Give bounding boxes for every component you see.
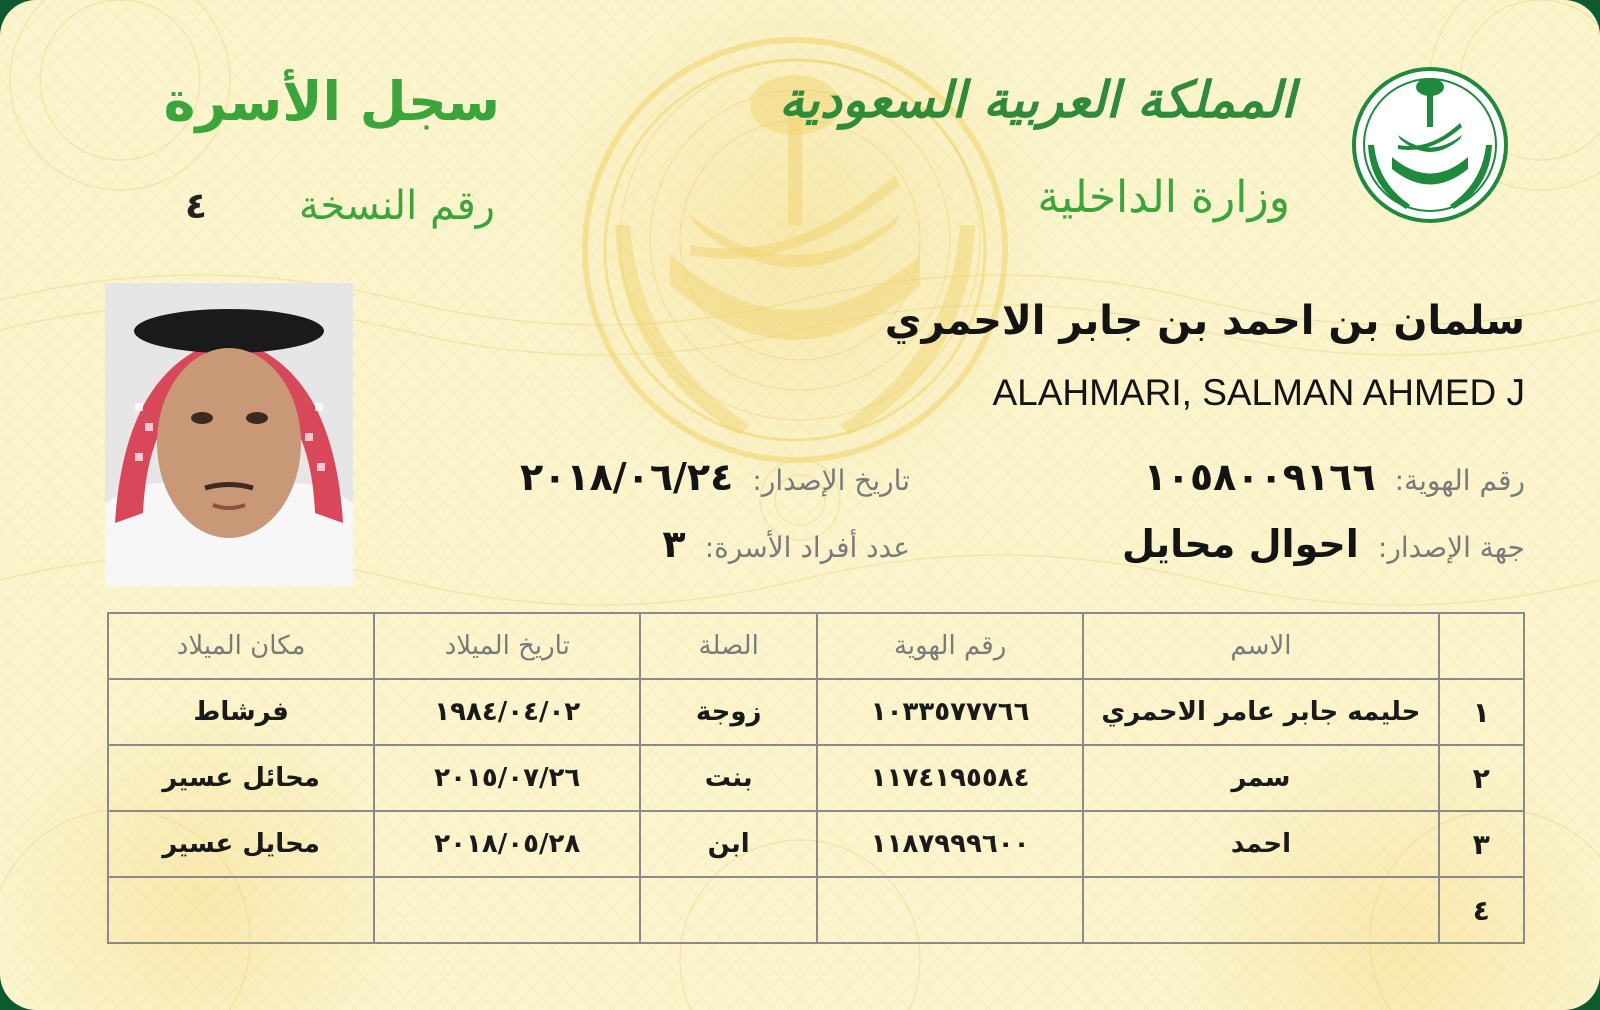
family-members-label: عدد أفراد الأسرة: xyxy=(704,531,910,564)
member-id: ١١٨٧٩٩٩٦٠٠ xyxy=(817,811,1083,877)
member-name xyxy=(1083,877,1439,943)
holder-photo xyxy=(105,283,353,586)
holder-name-arabic: سلمان بن احمد بن جابر الاحمري xyxy=(884,298,1525,344)
member-id: ١١٧٤١٩٥٥٨٤ xyxy=(817,745,1083,811)
family-members-value: ٣ xyxy=(662,522,686,566)
table-row xyxy=(108,679,1524,745)
col-header-birth-place: مكان الميلاد xyxy=(108,613,374,679)
col-header-index xyxy=(1439,613,1524,679)
member-relation: زوجة xyxy=(640,679,817,745)
family-members-field xyxy=(662,522,910,566)
issuer-label: جهة الإصدار: xyxy=(1377,531,1525,564)
issuer-value: احوال محايل xyxy=(1121,522,1359,566)
issue-date-label: تاريخ الإصدار: xyxy=(752,464,910,497)
table-row xyxy=(108,811,1524,877)
member-relation: بنت xyxy=(640,745,817,811)
document-title: سجل الأسرة xyxy=(163,70,500,133)
member-name: احمد xyxy=(1083,811,1439,877)
ministry-name: وزارة الداخلية xyxy=(1037,172,1290,223)
member-relation: ابن xyxy=(640,811,817,877)
member-birth-date: ٢٠١٥/٠٧/٢٦ xyxy=(374,745,640,811)
row-index: ٣ xyxy=(1439,811,1524,877)
col-header-id: رقم الهوية xyxy=(817,613,1083,679)
id-number-field xyxy=(1144,455,1525,499)
table-row xyxy=(108,877,1524,943)
col-header-name: الاسم xyxy=(1083,613,1439,679)
member-birth-place xyxy=(108,877,374,943)
member-birth-date: ٢٠١٨/٠٥/٢٨ xyxy=(374,811,640,877)
kingdom-name: المملكة العربية السعودية xyxy=(778,70,1295,129)
member-birth-place: فرشاط xyxy=(108,679,374,745)
issue-date-field xyxy=(520,455,910,499)
member-birth-place: محايل عسير xyxy=(108,811,374,877)
member-birth-date xyxy=(374,877,640,943)
member-relation xyxy=(640,877,817,943)
member-name: حليمه جابر عامر الاحمري xyxy=(1083,679,1439,745)
copy-number-label: رقم النسخة xyxy=(298,183,495,229)
issuer-field xyxy=(1122,522,1525,566)
id-number-label: رقم الهوية: xyxy=(1394,464,1525,497)
col-header-birth-date: تاريخ الميلاد xyxy=(374,613,640,679)
family-members-table xyxy=(107,612,1525,944)
saudi-palm-swords-emblem-icon xyxy=(1350,65,1510,225)
issue-date-value: ٢٠١٨/٠٦/٢٤ xyxy=(520,455,734,499)
col-header-relation: الصلة xyxy=(640,613,817,679)
member-birth-date: ١٩٨٤/٠٤/٠٢ xyxy=(374,679,640,745)
row-index: ٤ xyxy=(1439,877,1524,943)
row-index: ١ xyxy=(1439,679,1524,745)
member-id xyxy=(817,877,1083,943)
id-number-value: ١٠٥٨٠٠٩١٦٦ xyxy=(1143,455,1376,499)
member-name: سمر xyxy=(1083,745,1439,811)
member-birth-place: محائل عسير xyxy=(108,745,374,811)
row-index: ٢ xyxy=(1439,745,1524,811)
holder-name-english: ALAHMARI, SALMAN AHMED J xyxy=(992,372,1525,413)
table-header-row xyxy=(108,613,1524,679)
table-row xyxy=(108,745,1524,811)
member-id: ١٠٣٣٥٧٧٧٦٦ xyxy=(817,679,1083,745)
copy-number-value: ٤ xyxy=(185,186,207,227)
